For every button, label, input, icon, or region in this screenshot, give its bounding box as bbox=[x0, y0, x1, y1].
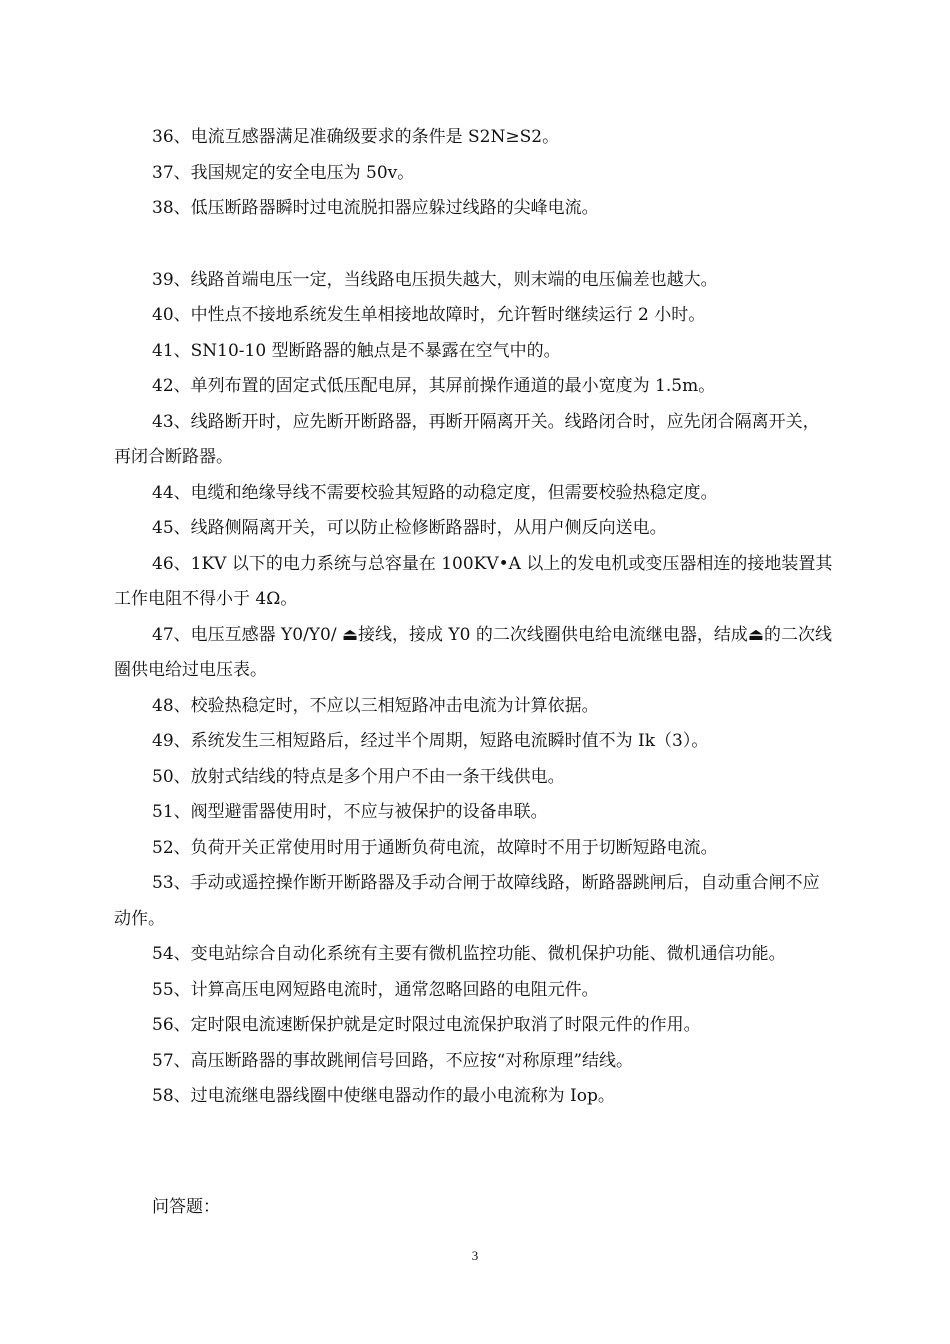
statement-55: 55、计算高压电网短路电流时，通常忽略回路的电阻元件。 bbox=[152, 979, 599, 1000]
statement-46: 46、1KV 以下的电力系统与总容量在 100KV•A 以上的发电机或变压器相连的接地装置其工作电阻不得小于 4Ω。 bbox=[114, 553, 833, 609]
statement-50: 50、放射式结线的特点是多个用户不由一条干线供电。 bbox=[152, 766, 565, 787]
statement-56: 56、定时限电流速断保护就是定时限过电流保护取消了时限元件的作用。 bbox=[152, 1015, 701, 1035]
statement-58: 58、过电流继电器线圈中使继电器动作的最小电流称为 Iop。 bbox=[152, 1086, 615, 1106]
true-false-statements bbox=[114, 120, 836, 1115]
statement-40: 40、中性点不接地系统发生单相接地故障时，允许暂时继续运行 2 小时。 bbox=[152, 305, 706, 325]
statement-57: 57、高压断路器的事故跳闸信号回路，不应按“对称原理”结线。 bbox=[152, 1050, 634, 1071]
statement-52: 52、负荷开关正常使用时用于通断负荷电流，故障时不用于切断短路电流。 bbox=[152, 837, 718, 858]
statement-38: 38、低压断路器瞬时过电流脱扣器应躲过线路的尖峰电流。 bbox=[152, 198, 599, 218]
statement-43: 43、线路断开时，应先断开断路器，再断开隔离开关。线路闭合时，应先闭合隔离开关，再闭合断路器。 bbox=[114, 411, 820, 467]
statement-39: 39、线路首端电压一定，当线路电压损失越大，则末端的电压偏差也越大。 bbox=[152, 269, 718, 290]
statement-41: 41、SN10-10 型断路器的触点是不暴露在空气中的。 bbox=[152, 340, 561, 361]
statement-54: 54、变电站综合自动化系统有主要有微机监控功能、微机保护功能、微机通信功能。 bbox=[152, 944, 786, 964]
statement-47: 47、电压互感器 Y0/Y0/ ⏏接线，接成 Y0 的二次线圈供电给电流继电器，结成⏏的二次线圈供电给过电压表。 bbox=[114, 624, 832, 680]
statement-53: 53、手动或遥控操作断开断路器及手动合闸于故障线路，断路器跳闸后，自动重合闸不应动作。 bbox=[114, 873, 820, 929]
page-number: 3 bbox=[471, 1248, 479, 1263]
statement-49: 49、系统发生三相短路后，经过半个周期，短路电流瞬时值不为 Ik（3）。 bbox=[152, 731, 709, 751]
statement-37: 37、我国规定的安全电压为 50v。 bbox=[152, 162, 415, 183]
statement-36: 36、电流互感器满足准确级要求的条件是 S2N≥S2。 bbox=[152, 127, 560, 147]
statement-44: 44、电缆和绝缘导线不需要校验其短路的动稳定度，但需要校验热稳定度。 bbox=[152, 482, 718, 503]
statement-42: 42、单列布置的固定式低压配电屏，其屏前操作通道的最小宽度为 1.5m。 bbox=[152, 376, 716, 396]
statement-45: 45、线路侧隔离开关，可以防止检修断路器时，从用户侧反向送电。 bbox=[152, 518, 667, 538]
section-heading-qa: 问答题： bbox=[152, 1197, 220, 1217]
statement-51: 51、阀型避雷器使用时，不应与被保护的设备串联。 bbox=[152, 802, 548, 822]
statement-48: 48、校验热稳定时，不应以三相短路冲击电流为计算依据。 bbox=[152, 695, 599, 716]
